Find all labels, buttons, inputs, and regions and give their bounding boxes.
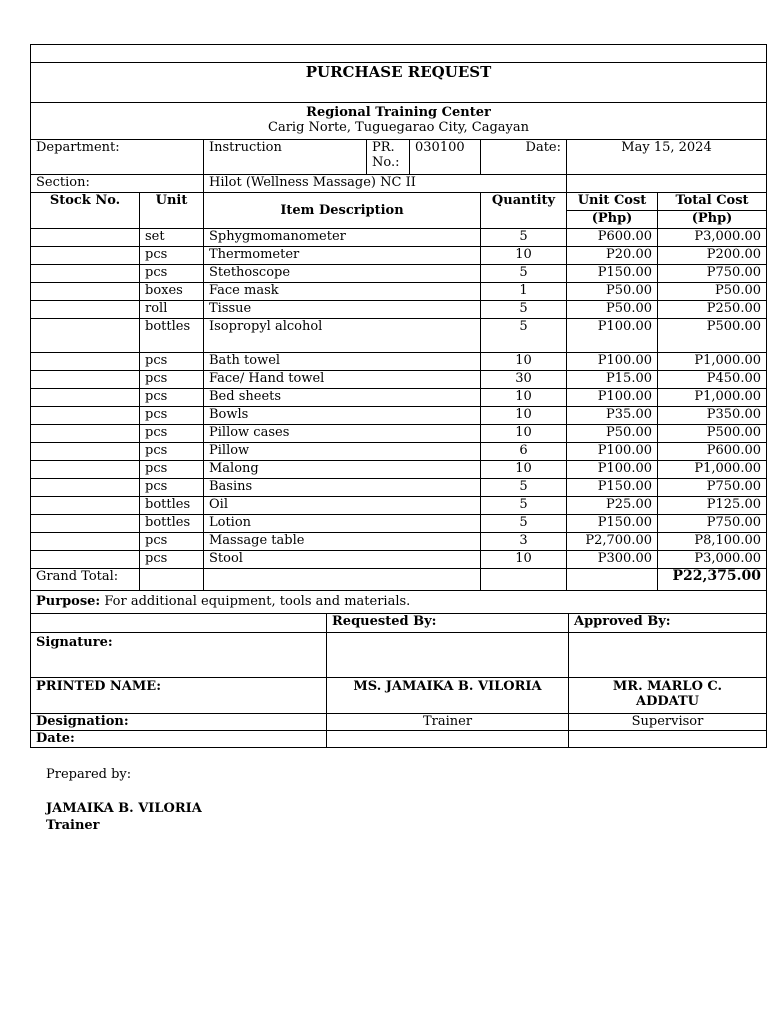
item-total-cost: P500.00	[658, 319, 767, 353]
item-unit-cost: P100.00	[567, 389, 658, 407]
item-stock-no	[31, 247, 140, 265]
table-row	[31, 319, 767, 353]
item-unit-cost: P100.00	[567, 353, 658, 371]
item-description: Bowls	[204, 407, 481, 425]
item-unit-cost: P100.00	[567, 319, 658, 353]
item-total-cost: P750.00	[658, 515, 767, 533]
requested-by-label: Requested By:	[327, 614, 569, 633]
item-stock-no	[31, 551, 140, 569]
table-row	[31, 407, 767, 425]
item-description: Massage table	[204, 533, 481, 551]
item-total-cost: P125.00	[658, 497, 767, 515]
item-stock-no	[31, 229, 140, 247]
header-unit: Unit	[140, 193, 204, 229]
item-unit: pcs	[140, 479, 204, 497]
item-unit: bottles	[140, 515, 204, 533]
item-unit: pcs	[140, 265, 204, 283]
item-description: Face/ Hand towel	[204, 371, 481, 389]
item-unit: pcs	[140, 389, 204, 407]
item-description: Pillow cases	[204, 425, 481, 443]
item-unit-cost: P600.00	[567, 229, 658, 247]
requester-date-field	[327, 731, 569, 748]
table-row	[31, 301, 767, 319]
item-total-cost: P350.00	[658, 407, 767, 425]
item-stock-no	[31, 533, 140, 551]
item-quantity: 6	[481, 443, 567, 461]
item-total-cost: P3,000.00	[658, 551, 767, 569]
item-unit-cost: P150.00	[567, 515, 658, 533]
item-stock-no	[31, 461, 140, 479]
item-quantity: 5	[481, 479, 567, 497]
item-quantity: 1	[481, 283, 567, 301]
item-unit: roll	[140, 301, 204, 319]
item-quantity: 5	[481, 497, 567, 515]
item-total-cost: P500.00	[658, 425, 767, 443]
preparer-name: JAMAIKA B. VILORIA	[46, 801, 202, 816]
item-description: Oil	[204, 497, 481, 515]
item-quantity: 5	[481, 265, 567, 283]
item-unit-cost: P150.00	[567, 479, 658, 497]
item-stock-no	[31, 389, 140, 407]
item-quantity: 10	[481, 425, 567, 443]
approver-name: MR. MARLO C. ADDATU	[569, 678, 767, 714]
item-description: Pillow	[204, 443, 481, 461]
table-row	[31, 283, 767, 301]
table-row	[31, 461, 767, 479]
grand-total-value: P22,375.00	[658, 569, 767, 591]
prepared-by-label: Prepared by:	[46, 767, 132, 782]
requester-signature-field	[327, 633, 569, 678]
item-description: Stethoscope	[204, 265, 481, 283]
item-quantity: 5	[481, 229, 567, 247]
item-description: Malong	[204, 461, 481, 479]
item-unit-cost: P20.00	[567, 247, 658, 265]
header-unit-cost: Unit Cost	[567, 193, 658, 211]
item-description: Sphygmomanometer	[204, 229, 481, 247]
item-stock-no	[31, 425, 140, 443]
approver-designation: Supervisor	[569, 714, 767, 731]
printed-name-label: PRINTED NAME:	[31, 678, 327, 714]
table-row	[31, 229, 767, 247]
item-quantity: 30	[481, 371, 567, 389]
grand-total-label: Grand Total:	[31, 569, 140, 591]
item-quantity: 10	[481, 389, 567, 407]
item-unit-cost: P35.00	[567, 407, 658, 425]
item-unit: bottles	[140, 319, 204, 353]
item-total-cost: P250.00	[658, 301, 767, 319]
preparer-title: Trainer	[46, 818, 100, 833]
item-unit-cost: P50.00	[567, 283, 658, 301]
date-row-label: Date:	[31, 731, 327, 748]
table-row	[31, 353, 767, 371]
item-unit-cost: P25.00	[567, 497, 658, 515]
item-unit-cost: P300.00	[567, 551, 658, 569]
item-unit-cost: P50.00	[567, 425, 658, 443]
item-stock-no	[31, 515, 140, 533]
approver-signature-field	[569, 633, 767, 678]
requester-designation: Trainer	[327, 714, 569, 731]
item-total-cost: P200.00	[658, 247, 767, 265]
top-spacer-row	[31, 45, 767, 63]
item-description: Tissue	[204, 301, 481, 319]
item-total-cost: P3,000.00	[658, 229, 767, 247]
table-row	[31, 497, 767, 515]
pr-no-label: PR. No.:	[367, 140, 410, 175]
item-total-cost: P1,000.00	[658, 389, 767, 407]
item-unit: pcs	[140, 247, 204, 265]
item-unit-cost: P150.00	[567, 265, 658, 283]
table-row	[31, 515, 767, 533]
item-stock-no	[31, 497, 140, 515]
item-quantity: 5	[481, 515, 567, 533]
header-unit-cost-currency: (Php)	[567, 211, 658, 229]
date-value: May 15, 2024	[567, 140, 767, 175]
item-quantity: 5	[481, 301, 567, 319]
header-total-cost: Total Cost	[658, 193, 767, 211]
header-quantity: Quantity	[481, 193, 567, 229]
item-description: Lotion	[204, 515, 481, 533]
item-unit-cost: P100.00	[567, 443, 658, 461]
item-description: Isopropyl alcohol	[204, 319, 481, 353]
table-row	[31, 479, 767, 497]
item-stock-no	[31, 283, 140, 301]
org-header	[31, 103, 767, 140]
item-unit: pcs	[140, 425, 204, 443]
purpose-text: For additional equipment, tools and materials.	[104, 594, 411, 609]
item-quantity: 10	[481, 551, 567, 569]
purpose-row	[31, 591, 767, 614]
purchase-request-form	[30, 44, 766, 748]
item-unit: pcs	[140, 407, 204, 425]
item-unit: set	[140, 229, 204, 247]
item-unit-cost: P2,700.00	[567, 533, 658, 551]
purchase-request-table	[30, 44, 767, 614]
item-quantity: 5	[481, 319, 567, 353]
item-unit-cost: P50.00	[567, 301, 658, 319]
department-value: Instruction	[204, 140, 367, 175]
item-quantity: 10	[481, 407, 567, 425]
section-value: Hilot (Wellness Massage) NC II	[204, 175, 481, 193]
item-stock-no	[31, 265, 140, 283]
item-total-cost: P600.00	[658, 443, 767, 461]
header-stock-no: Stock No.	[31, 193, 140, 229]
approver-date-field	[569, 731, 767, 748]
item-description: Bed sheets	[204, 389, 481, 407]
table-row	[31, 425, 767, 443]
item-unit: pcs	[140, 353, 204, 371]
org-name: Regional Training Center	[306, 105, 491, 120]
item-total-cost: P450.00	[658, 371, 767, 389]
item-unit: pcs	[140, 461, 204, 479]
item-stock-no	[31, 479, 140, 497]
item-stock-no	[31, 319, 140, 353]
item-unit: pcs	[140, 443, 204, 461]
table-row	[31, 247, 767, 265]
item-stock-no	[31, 301, 140, 319]
item-description: Bath towel	[204, 353, 481, 371]
item-description: Stool	[204, 551, 481, 569]
item-quantity: 3	[481, 533, 567, 551]
item-description: Thermometer	[204, 247, 481, 265]
item-unit: pcs	[140, 371, 204, 389]
table-row	[31, 443, 767, 461]
pr-no-value: 030100	[410, 140, 481, 175]
item-unit: pcs	[140, 551, 204, 569]
approved-by-label: Approved By:	[569, 614, 767, 633]
item-quantity: 10	[481, 247, 567, 265]
table-row	[31, 389, 767, 407]
header-item-description: Item Description	[204, 193, 481, 229]
section-label: Section:	[31, 175, 204, 193]
department-label: Department:	[31, 140, 204, 175]
item-unit: bottles	[140, 497, 204, 515]
table-row	[31, 371, 767, 389]
header-total-cost-currency: (Php)	[658, 211, 767, 229]
item-total-cost: P50.00	[658, 283, 767, 301]
item-description: Face mask	[204, 283, 481, 301]
item-unit: boxes	[140, 283, 204, 301]
item-total-cost: P1,000.00	[658, 461, 767, 479]
item-description: Basins	[204, 479, 481, 497]
item-unit: pcs	[140, 533, 204, 551]
item-total-cost: P1,000.00	[658, 353, 767, 371]
table-row	[31, 551, 767, 569]
item-stock-no	[31, 407, 140, 425]
table-row	[31, 533, 767, 551]
item-unit-cost: P15.00	[567, 371, 658, 389]
item-stock-no	[31, 353, 140, 371]
item-unit-cost: P100.00	[567, 461, 658, 479]
item-total-cost: P8,100.00	[658, 533, 767, 551]
item-quantity: 10	[481, 461, 567, 479]
item-stock-no	[31, 371, 140, 389]
item-total-cost: P750.00	[658, 479, 767, 497]
designation-label: Designation:	[31, 714, 327, 731]
item-stock-no	[31, 443, 140, 461]
item-quantity: 10	[481, 353, 567, 371]
org-address: Carig Norte, Tuguegarao City, Cagayan	[268, 120, 529, 135]
signature-table	[30, 613, 767, 748]
purpose-label: Purpose:	[36, 594, 101, 609]
page-title: PURCHASE REQUEST	[31, 63, 767, 103]
item-total-cost: P750.00	[658, 265, 767, 283]
signature-label: Signature:	[31, 633, 327, 678]
requester-name: MS. JAMAIKA B. VILORIA	[327, 678, 569, 714]
table-row	[31, 265, 767, 283]
date-label: Date:	[481, 140, 567, 175]
